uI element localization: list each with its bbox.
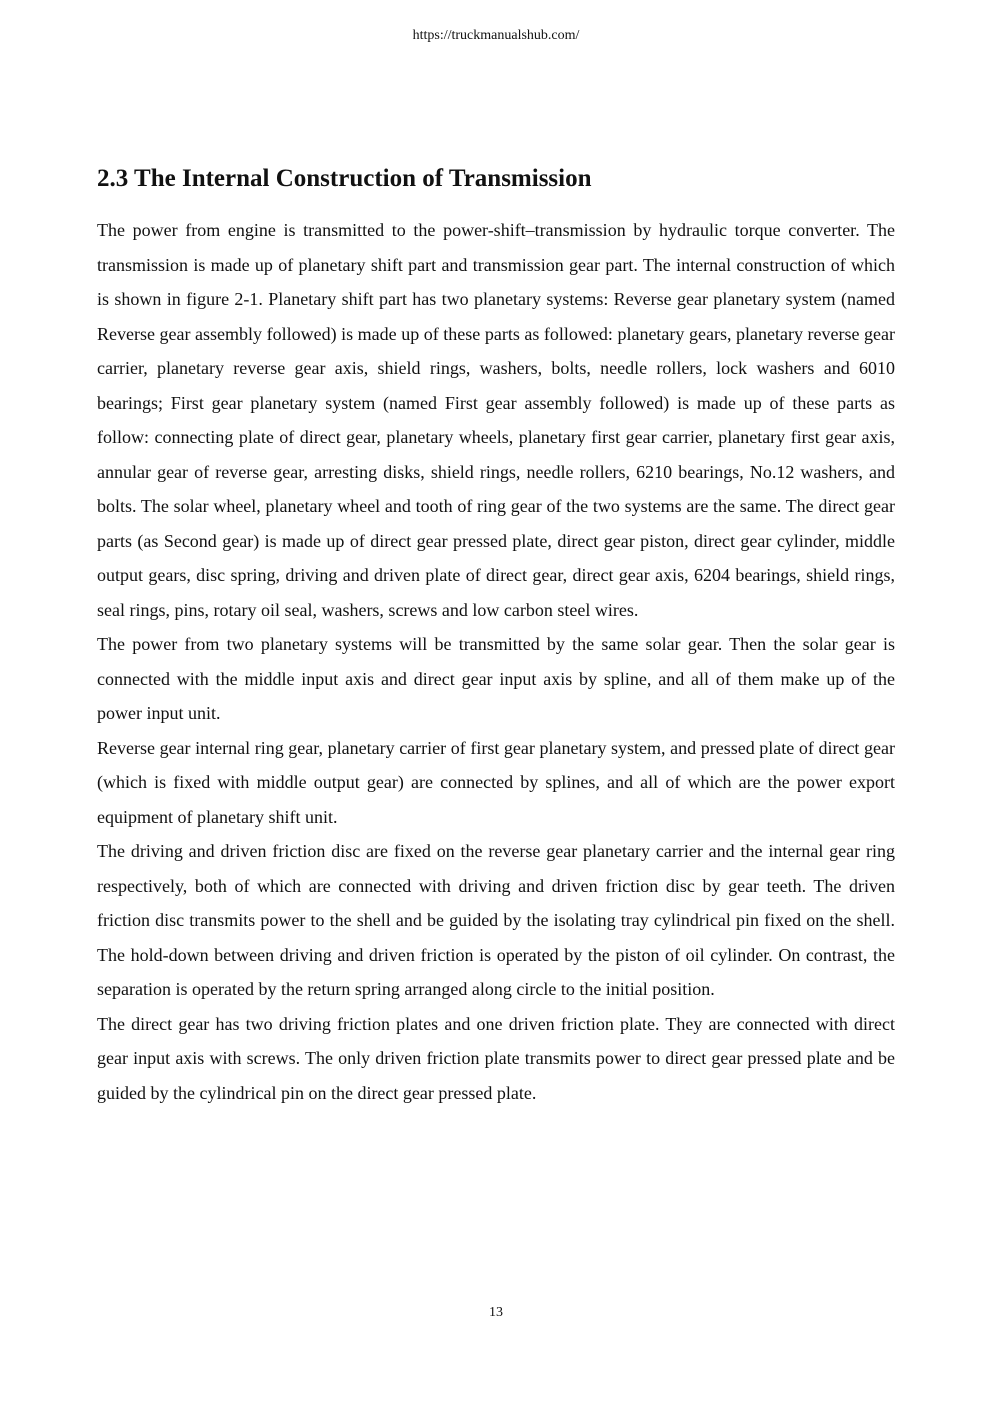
paragraph-friction-discs: The driving and driven friction disc are fixed on the reverse gear planetary carrier and the internal gear ring respectively, both of which are connected with driving and driven friction disc by gear teeth. The driven friction disc transmits power to the shell and be guided by the isolating tray cylindrical pin fixed on the shell. The hold-down between driving and driven friction is operated by the piston of oil cylinder. On contrast, the separation is operated by the return spring arranged along circle to the initial position. — [97, 841, 895, 999]
header-url: https://truckmanualshub.com/ — [412, 28, 580, 43]
section-title: 2.3 The Internal Construction of Transmission — [97, 165, 592, 192]
paragraph-power-input-unit: The power from two planetary systems will be transmitted by the same solar gear. Then the solar gear is connected with the middle input axis and direct gear input axis by spline, and all of them make up of the power input unit. — [97, 634, 895, 723]
paragraph-direct-gear-plates: The direct gear has two driving friction plates and one driven friction plate. They are connected with direct gear input axis with screws. The only driven friction plate transmits power to direct gear pressed plate and be guided by the cylindrical pin on the direct gear pressed plate. — [97, 1013, 895, 1103]
paragraph-power-export-equipment: Reverse gear internal ring gear, planetary carrier of first gear planetary system, and pressed plate of direct gear (which is fixed with middle output gear) are connected by splines, and all of which are the power export equipment of planetary shift unit. — [97, 737, 895, 827]
page-number: 13 — [489, 1305, 503, 1320]
page-content — [97, 162, 895, 1110]
paragraph-planetary-shift-parts: The power from engine is transmitted to the power-shift–transmission by hydraulic torque converter. The transmission is made up of planetary shift part and transmission gear part. The internal construction of which is shown in figure 2-1. Planetary shift part has two planetary systems: Reverse gear planetary system (named Reverse gear assembly followed) is made up of these parts as followed: planetary gears, planetary reverse gear carrier, planetary reverse gear axis, shield rings, washers, bolts, needle rollers, lock washers and 6010 bearings; First gear planetary system (named First gear assembly followed) is made up of these parts as follow: connecting plate of direct gear, planetary wheels, planetary first gear carrier, planetary first gear axis, annular gear of reverse gear, arresting disks, shield rings, needle rollers, 6210 bearings, No.12 washers, and bolts. The solar wheel, planetary wheel and tooth of ring gear of the two systems are the same. The direct gear parts (as Second gear) is made up of direct gear pressed plate, direct gear piston, direct gear cylinder, middle output gears, disc spring, driving and driven plate of direct gear, direct gear axis, 6204 bearings, shield rings, seal rings, pins, rotary oil seal, washers, screws and low carbon steel wires. — [97, 220, 895, 620]
